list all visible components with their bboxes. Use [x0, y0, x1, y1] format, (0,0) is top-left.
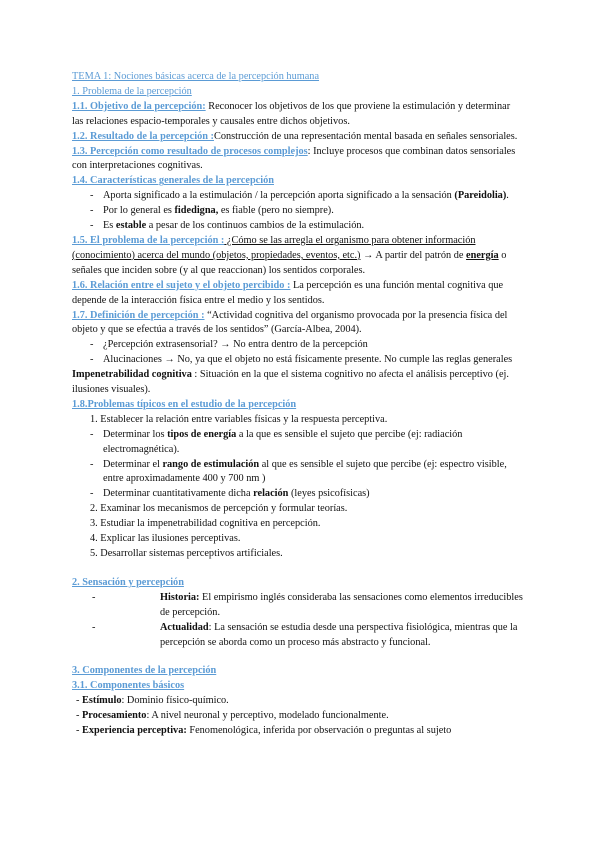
list-item: - Por lo general es fidedigna, es fiable (pero no siempre). [90, 205, 334, 217]
section-1-heading: 1. Problema de la percepción [72, 85, 192, 97]
list-item: - Es estable a pesar de los continuos cambios de la estimulación. [90, 220, 365, 232]
list-item: - Historia: El empirismo inglés consideraba las sensaciones como elementos irreducibles de percepción. [92, 591, 523, 618]
list-item: - Aporta significado a la estimulación / la percepción aporta significado a la sensación (Pareidolia). [90, 190, 509, 202]
section-1-2: 1.2. Resultado de la percepción :Construcción de una representación mental basada en señales sensoriales. [72, 130, 518, 142]
list-item: - Determinar los tipos de energía a la que es sensible el sujeto que percibe (ej: radiación electromagnética). [90, 428, 463, 455]
spacer [72, 562, 524, 576]
impenetrabilidad-cognitiva: Impenetrabilidad cognitiva : Situación en la que el sistema cognitivo no afecta el análisis perceptivo (ej. ilusiones visuales). [72, 369, 509, 396]
list-item: 1. Establecer la relación entre variables físicas y la respuesta perceptiva. [90, 413, 388, 425]
list-item: 3. Estudiar la impenetrabilidad cognitiva en percepción. [90, 518, 321, 530]
section-2-heading: 2. Sensación y percepción [72, 576, 184, 588]
list-item: - Estímulo: Dominio físico-químico. [76, 695, 229, 707]
list-item: - Procesamiento: A nivel neuronal y perceptivo, modelado funcionalmente. [76, 710, 389, 722]
list-item: - Actualidad: La sensación se estudia desde una perspectiva fisiológica, mientras que la percepción se aborda como un proceso más abstracto y funcional. [92, 621, 518, 648]
section-1-8-heading: 1.8.Problemas típicos en el estudio de la percepción [72, 398, 297, 410]
section-1-1: 1.1. Objetivo de la percepción: Reconocer los objetivos de los que proviene la estimulación y determinar las relaciones espacio-temporales y causales entre dichos objetivos. [72, 100, 511, 127]
list-item: 4. Explicar las ilusiones perceptivas. [90, 533, 241, 545]
list-item: - Determinar el rango de estimulación al que es sensible el sujeto que percibe (ej: espectro visible, entre aproximadamente 400 y 700 nm ) [90, 458, 507, 485]
section-1-5: 1.5. El problema de la percepción : ¿Cómo se las arregla el organismo para obtener información (conocimiento) acerca del mundo (objetos, propiedades, eventos, etc.) → A partir del patrón de energía o señales que inciden sobre (y al que reaccionan) los sentidos corporales. [72, 234, 507, 276]
document-title: TEMA 1: Nociones básicas acerca de la percepción humana [72, 71, 320, 82]
section-1-7: 1.7. Definición de percepción : “Actividad cognitiva del organismo provocada por la presencia física del objeto y que se efectúa a través de los sentidos” (García-Albea, 2004). [72, 309, 508, 336]
list-item: 5. Desarrollar sistemas perceptivos artificiales. [90, 548, 283, 559]
list-item: 2. Examinar los mecanismos de percepción y formular teorías. [90, 503, 348, 515]
section-1-4-heading: 1.4. Características generales de la percepción [72, 175, 274, 187]
list-item: - Determinar cuantitativamente dicha relación (leyes psicofísicas) [90, 488, 370, 500]
list-item: - ¿Percepción extrasensorial? → No entra dentro de la percepción [90, 339, 368, 351]
section-3-1-heading: 3.1. Componentes básicos [72, 680, 185, 692]
list-item: - Alucinaciones → No, ya que el objeto no está físicamente presente. No cumple las reglas generales [90, 354, 513, 366]
section-1-3: 1.3. Percepción como resultado de procesos complejos: Incluye procesos que combinan datos sensoriales con interpretaciones cognitivas. [72, 145, 516, 172]
list-item: - Experiencia perceptiva: Fenomenológica, inferida por observación o preguntas al sujeto [76, 725, 452, 737]
section-3-heading: 3. Componentes de la percepción [72, 665, 217, 677]
document-page [72, 70, 524, 739]
section-1-6: 1.6. Relación entre el sujeto y el objeto percibido : La percepción es una función mental cognitiva que depende de la interacción física entre el medio y los sentidos. [72, 279, 504, 306]
spacer [72, 650, 524, 664]
